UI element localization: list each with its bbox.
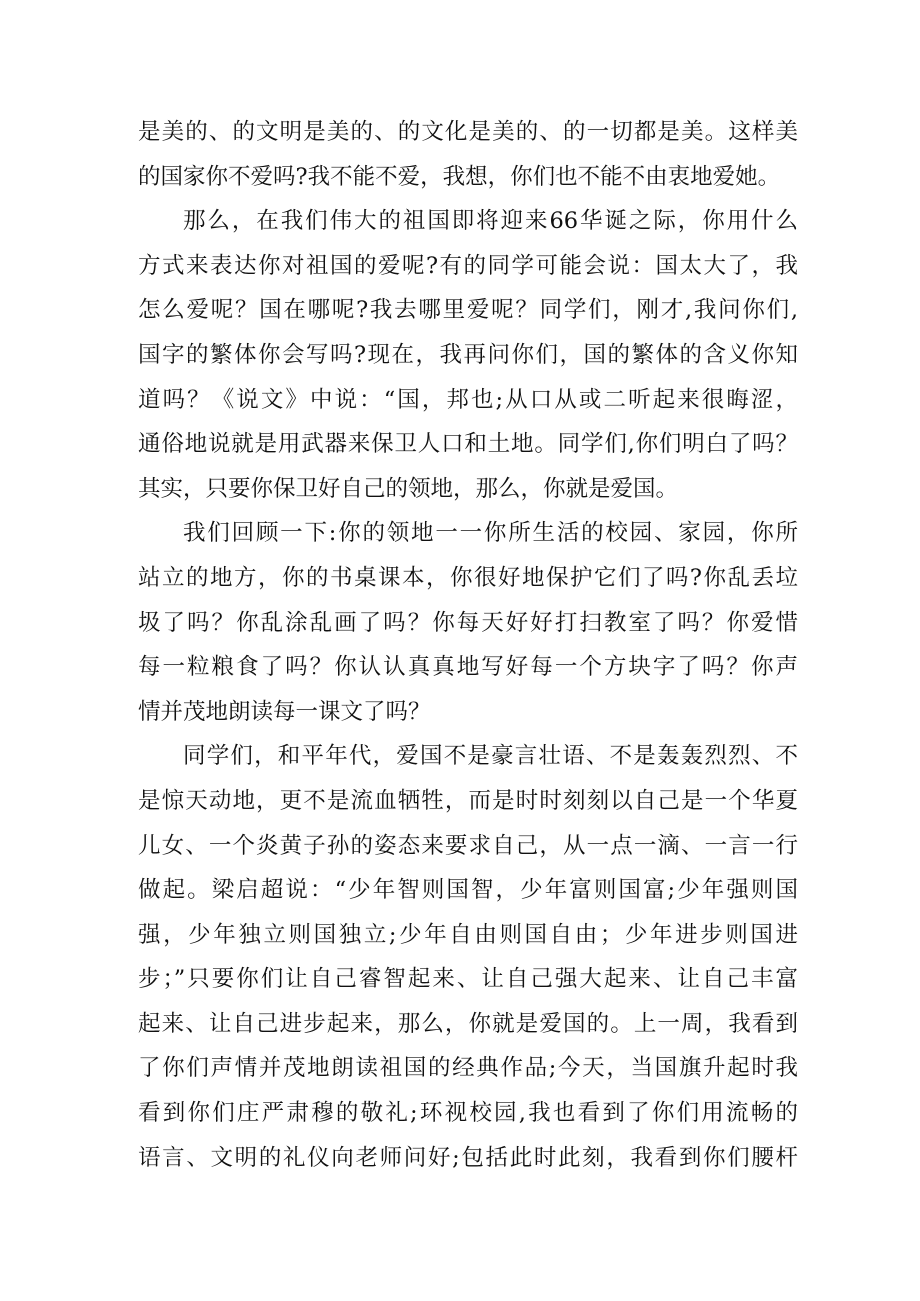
text-line: 的国家你不爱吗?我不能不爱，我想，你们也不能不由衷地爱她。 [138,163,781,190]
text-line: 起来、让自己进步起来，那么，你就是爱国的。上一周，我看到 [138,1010,798,1037]
text-line: 是美的、的文明是美的、的文化是美的、的一切都是美。这样美 [138,119,798,145]
text-line: 通俗地说就是用武器来保卫人口和土地。同学们,你们明白了吗？ [138,431,798,458]
text-line: 做起。梁启超说：“少年智则国智，少年富则国富;少年强则国 [138,877,798,904]
text-line: 怎么爱呢？国在哪呢?我去哪里爱呢？同学们，刚才,我问你们, [138,297,798,324]
text-line: 道吗？《说文》中说：“国，邦也;从口从或二听起来很晦涩， [138,386,798,413]
text-line: 看到你们庄严肃穆的敬礼;环视校园,我也看到了你们用流畅的 [138,1100,798,1127]
paragraph-1 [138,110,798,199]
text-line: 其实，只要你保卫好自己的领地，那么，你就是爱国。 [138,475,679,502]
text-line: 语言、文明的礼仪向老师问好;包括此时此刻，我看到你们腰杆 [138,1144,798,1171]
text-line: 步；”只要你们让自己睿智起来、让自己强大起来、让自己丰富 [138,966,798,993]
paragraph-3 [138,511,798,734]
text-line: 国字的繁体你会写吗?现在，我再问你们，国的繁体的含义你知 [138,341,798,368]
text-line: 站立的地方，你的书桌课本，你很好地保护它们了吗?你乱丢垃 [138,564,798,591]
text-line: 我们回顾一下:你的领地一一你所生活的校园、家园，你所 [183,520,798,547]
text-line: 每一粒粮食了吗？你认认真真地写好每一个方块字了吗？你声 [138,654,798,681]
text-line: 强，少年独立则国独立;少年自由则国自由；少年进步则国进 [138,921,798,948]
body-text [138,110,798,1180]
text-line: 是惊天动地，更不是流血牺牲，而是时时刻刻以自己是一个华夏 [138,787,798,814]
text-line: 圾了吗？你乱涂乱画了吗？你每天好好打扫教室了吗？你爱惜 [138,609,798,636]
text-line: 情并茂地朗读每一课文了吗？ [138,698,431,725]
text-line: 了你们声情并茂地朗读祖国的经典作品;今天，当国旗升起时我 [138,1055,798,1082]
text-line: 那么，在我们伟大的祖国即将迎来66华诞之际，你用什么 [183,208,798,235]
paragraph-2 [138,199,798,511]
paragraph-4 [138,734,798,1180]
text-line: 儿女、一个炎黄子孙的姿态来要求自己，从一点一滴、一言一行 [138,832,798,859]
text-line: 方式来表达你对祖国的爱呢?有的同学可能会说：国太大了，我 [138,252,798,279]
text-line: 同学们，和平年代，爱国不是豪言壮语、不是轰轰烈烈、不 [183,743,798,770]
